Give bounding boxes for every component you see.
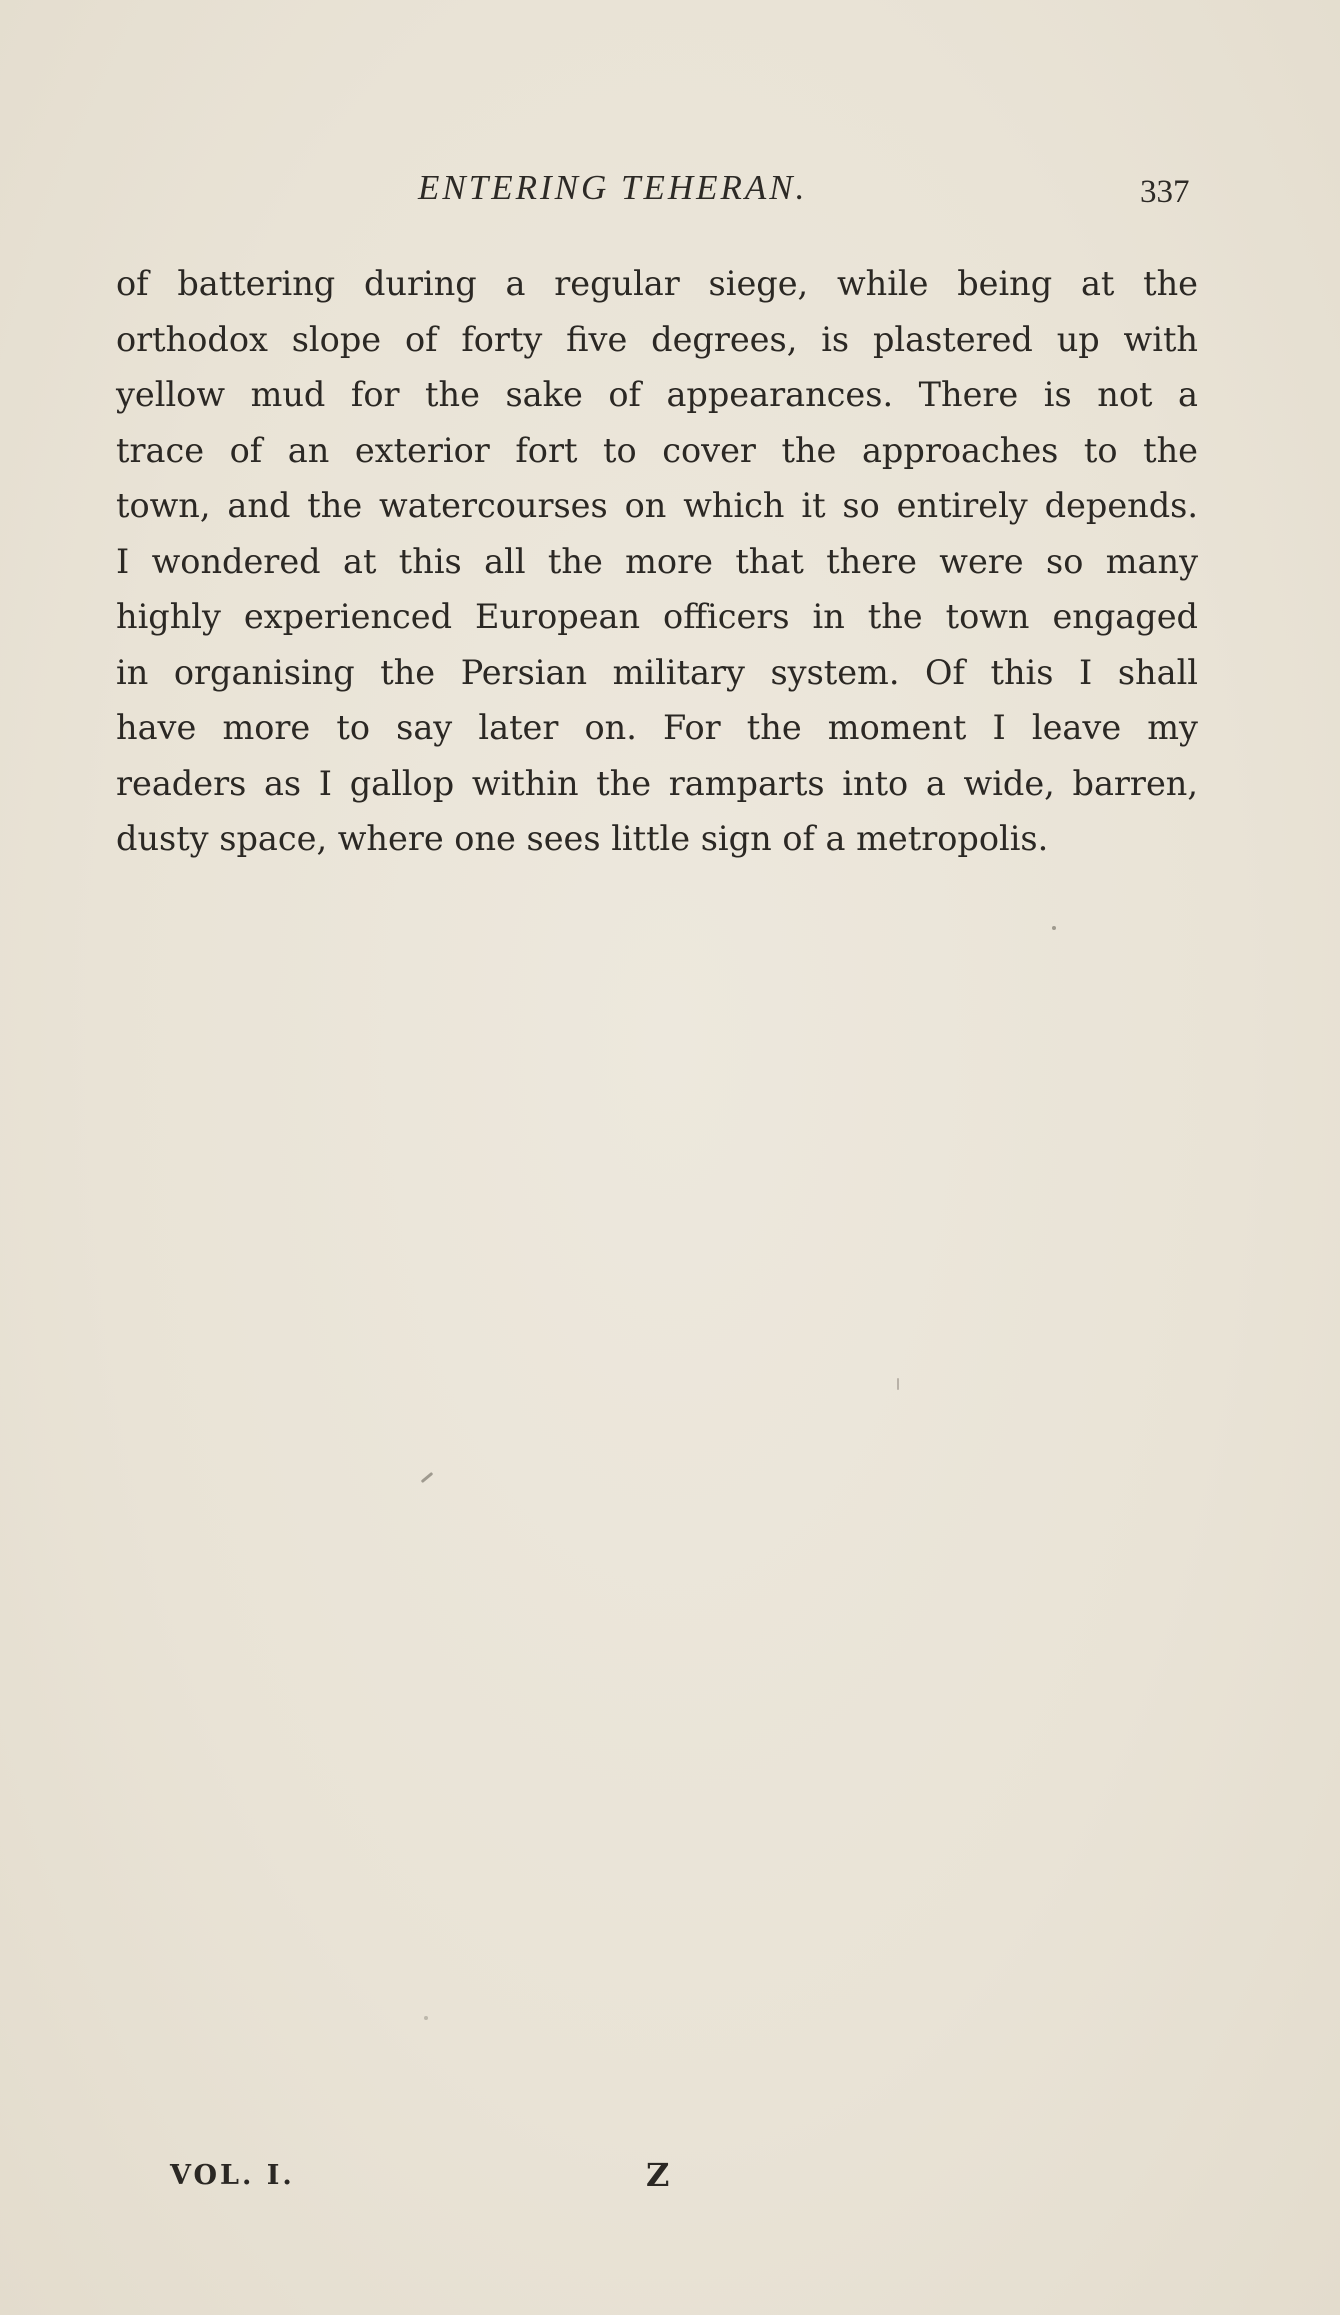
page-footer [0, 2156, 1340, 2210]
paper-speck [897, 1378, 899, 1390]
text-line: yellow mud for the sake of appearances. There is not a [116, 375, 1198, 414]
paper-speck [421, 1472, 434, 1483]
running-title: ENTERING TEHERAN. [418, 168, 808, 207]
text-line: trace of an exterior fort to cover the approaches to the [116, 430, 1198, 470]
text-line: readers as I gallop within the ramparts into a wide, barren, [116, 763, 1198, 803]
body-text [116, 256, 1198, 867]
text-line: I wondered at this all the more that there were so many [116, 541, 1198, 581]
paper-speck [424, 2016, 428, 2020]
volume-label: VOL. I. [170, 2160, 295, 2191]
text-line: of battering during a regular siege, while being at the [116, 264, 1198, 303]
paper-speck [1052, 926, 1056, 930]
signature-mark: Z [646, 2156, 670, 2194]
page-number: 337 [1140, 174, 1190, 210]
text-line: in organising the Persian military system. Of this I shall [116, 652, 1198, 692]
text-line: orthodox slope of forty five degrees, is plastered up with [116, 319, 1198, 359]
text-line: town, and the watercourses on which it so entirely depends. [116, 486, 1198, 525]
running-head [0, 168, 1340, 218]
text-line: highly experienced European officers in the town engaged [116, 597, 1198, 636]
text-line: have more to say later on. For the moment I leave my [116, 708, 1198, 747]
text-line: dusty space, where one sees little sign of a metropolis. [116, 819, 1049, 858]
